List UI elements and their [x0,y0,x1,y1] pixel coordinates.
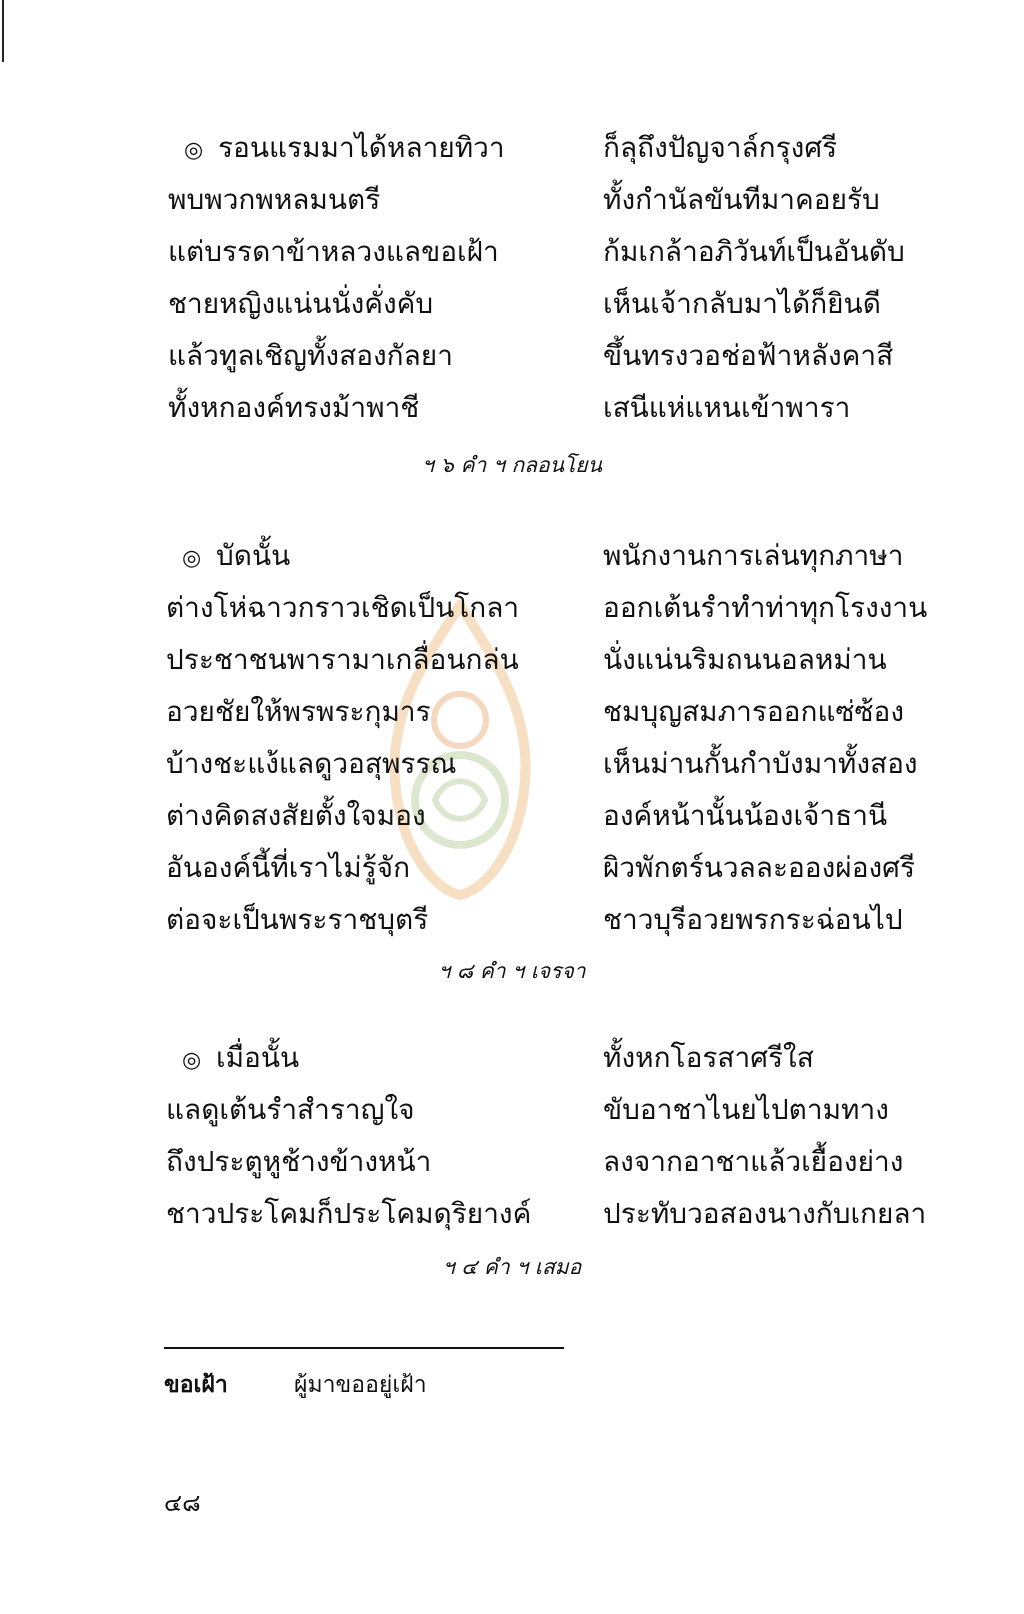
stanza-tag: ฯ ๘ คำ ฯ เจรจา [438,959,586,983]
verse-right: ลงจากอาชาแล้วเยื้องย่าง [603,1145,904,1178]
verse-right: องค์หน้านั้นน้องเจ้าธานี [603,799,888,832]
verse-left: ถึงประตูหูช้างข้างหน้า [166,1145,432,1178]
verse-right: ขึ้นทรงวอช่อฟ้าหลังคาสี [603,339,894,372]
verse-left: ทั้งหกองค์ทรงม้าพาชี [168,391,420,424]
stanza-tag: ฯ ๖ คำ ฯ กลอนโยน [422,453,602,477]
stanza-tag: ฯ ๔ คำ ฯ เสมอ [442,1255,582,1279]
footnote-term: ขอเฝ้า [164,1372,228,1398]
verse-right: พนักงานการเล่นทุกภาษา [603,539,904,572]
verse-right: ออกเต้นรำทำท่าทุกโรงงาน [603,591,928,624]
verse-line [0,894,1024,946]
verse-line [0,122,1024,174]
verse-line [0,738,1024,790]
verse-right: ชาวบุรีอวยพรกระฉ่อนไป [603,903,903,936]
verse-left: ชาวประโคมก็ประโคมดุริยางค์ [166,1197,532,1230]
verse-line [0,842,1024,894]
verse-line [0,382,1024,434]
verse-left: ต่างโห่ฉาวกราวเชิดเป็นโกลา [166,591,520,624]
verse-line [0,582,1024,634]
verse-line [0,790,1024,842]
verse-left: อันองค์นี้ที่เราไม่รู้จัก [166,851,411,884]
footnote-definition: ผู้มาขออยู่เฝ้า [294,1372,427,1398]
verse-left: แต่บรรดาข้าหลวงแลขอเฝ้า [168,235,499,268]
verse-line [0,634,1024,686]
verse-line [0,1032,1024,1084]
verse-line [0,686,1024,738]
verse-right: ก้มเกล้าอภิวันท์เป็นอันดับ [603,235,905,268]
verse-left: รอนแรมมาได้หลายทิวา [218,131,505,164]
verse-left: ต่อจะเป็นพระราชบุตรี [166,903,429,936]
stanza-bullet-icon: ◎ [182,546,202,571]
verse-left: แล้วทูลเชิญทั้งสองกัลยา [168,339,453,372]
verse-line [0,1188,1024,1240]
verse-right: ประทับวอสองนางกับเกยลา [603,1197,927,1230]
verse-right: เห็นเจ้ากลับมาได้ก็ยินดี [603,287,881,320]
verse-right: ผิวพักตร์นวลละอองผ่องศรี [603,851,915,884]
stanza-bullet-icon: ◎ [182,1048,202,1073]
scan-edge-mark [2,0,4,62]
verse-left: แลดูเต้นรำสำราญใจ [166,1093,415,1126]
verse-right: ก็ลุถึงปัญจาล์กรุงศรี [603,131,838,164]
verse-line [0,1136,1024,1188]
footnote-rule [164,1347,564,1349]
verse-right: เห็นม่านกั้นกำบังมาทั้งสอง [603,747,918,780]
verse-line [0,1084,1024,1136]
verse-right: ทั้งกำนัลขันทีมาคอยรับ [603,183,880,216]
page-number: ๔๘ [164,1489,201,1517]
verse-left: เมื่อนั้น [216,1041,300,1074]
verse-left: บ้างชะแง้แลดูวอสุพรรณ [166,747,457,780]
verse-left: พบพวกพหลมนตรี [168,183,381,216]
footnote [164,1368,427,1402]
verse-left: ประชาชนพารามาเกลื่อนกล่น [166,643,519,676]
verse-left: ชายหญิงแน่นนั่งคั่งคับ [168,287,434,320]
verse-left: บัดนั้น [216,539,291,572]
verse-right: ชมบุญสมภารออกแซ่ซ้อง [603,695,904,728]
verse-right: นั่งแน่นริมถนนอลหม่าน [603,643,887,676]
verse-line [0,278,1024,330]
verse-line [0,174,1024,226]
verse-line [0,226,1024,278]
verse-right: ทั้งหกโอรสาศรีใส [603,1041,814,1074]
verse-left: อวยชัยให้พรพระกุมาร [166,695,431,728]
verse-line [0,330,1024,382]
verse-right: เสนีแห่แหนเข้าพารา [603,391,851,424]
verse-right: ขับอาชาไนยไปตามทาง [603,1093,889,1126]
verse-left: ต่างคิดสงสัยตั้งใจมอง [166,799,426,832]
stanza-bullet-icon: ◎ [184,138,204,163]
verse-line [0,530,1024,582]
